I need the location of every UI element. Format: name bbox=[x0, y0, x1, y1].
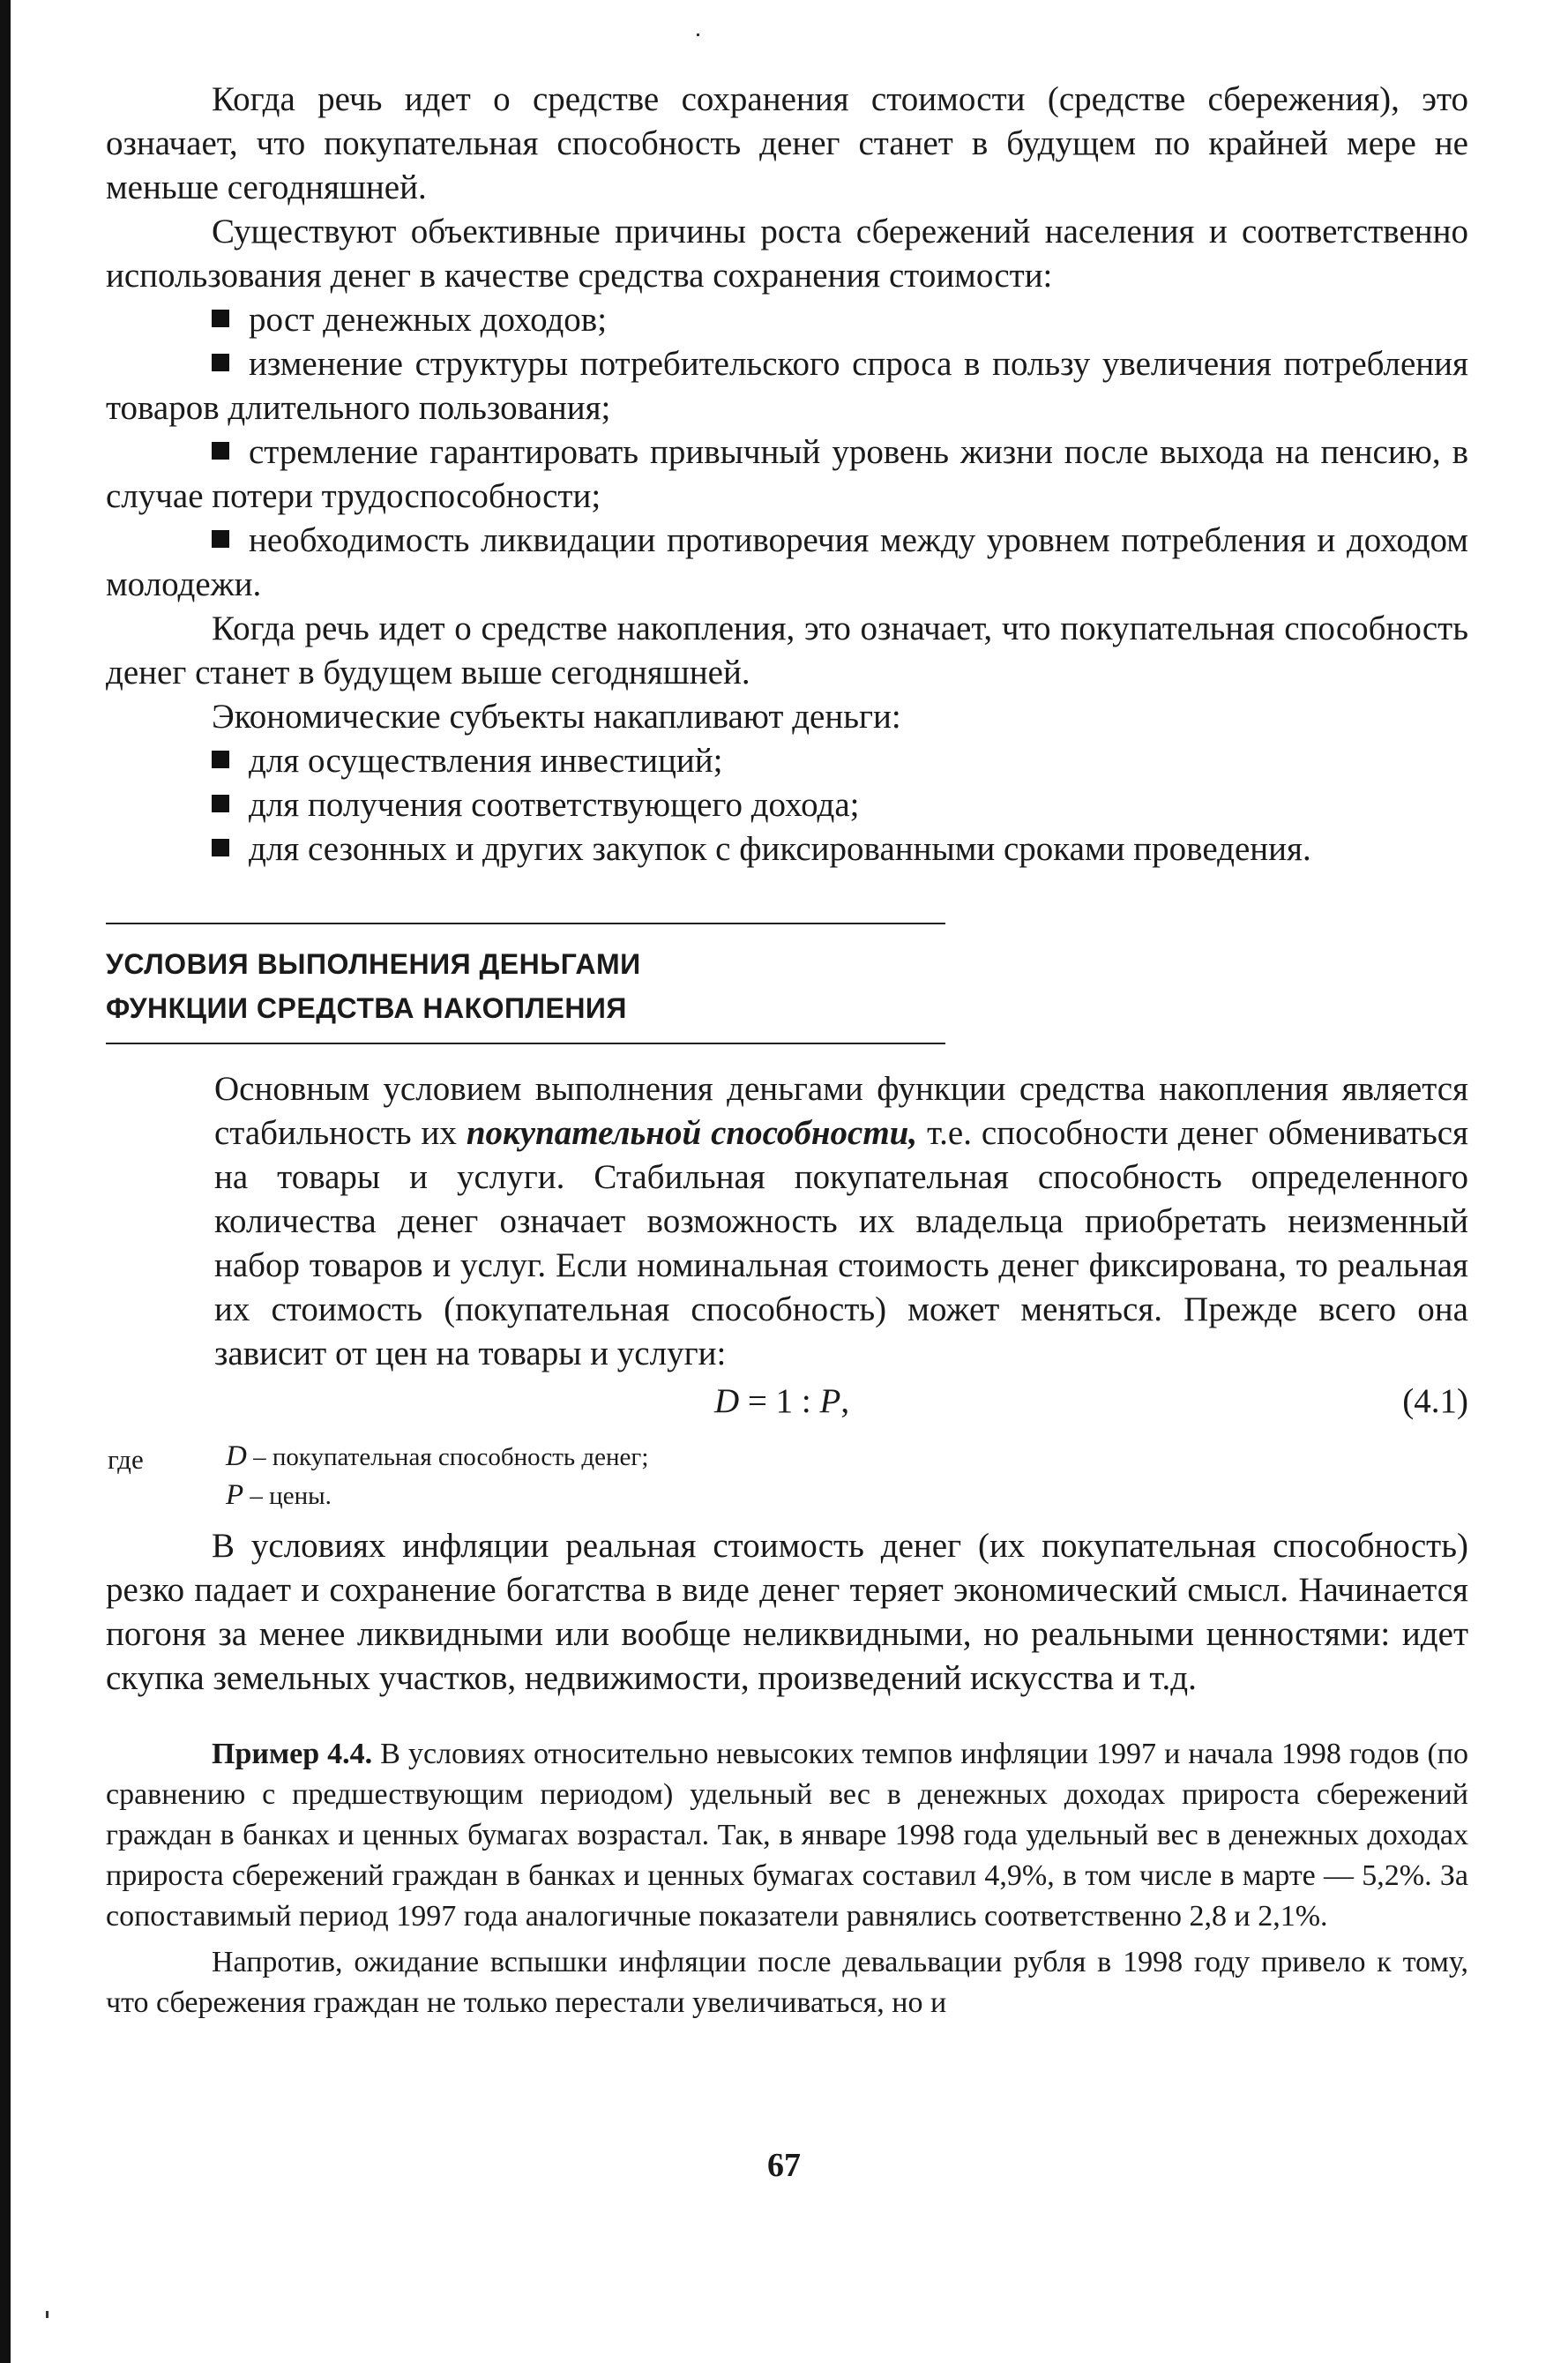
list-item-text: необходимость ликвидации противоречия между уровнем потребления и доходом молодежи. bbox=[106, 521, 1468, 603]
list-item-text: для получения соответствующего дохода; bbox=[249, 786, 860, 824]
legend-symbol: D bbox=[226, 1440, 247, 1472]
example-continuation: Напротив, ожидание вспышки инфляции после девальвации рубля в 1998 году привело к тому, что сбережения граждан не только перестали увеличиваться, но и bbox=[106, 1946, 1468, 2019]
page-content bbox=[106, 78, 1468, 2023]
formula-row bbox=[106, 1380, 1468, 1432]
legend-text: – покупательная способность денег; bbox=[246, 1443, 649, 1471]
legend-symbol: P bbox=[226, 1479, 244, 1511]
scan-edge-bar bbox=[0, 0, 11, 2363]
formula-rhs-var: P bbox=[819, 1382, 841, 1420]
section-heading-line-2: ФУНКЦИИ СРЕДСТВА НАКОПЛЕНИЯ bbox=[106, 992, 627, 1024]
paragraph-main-condition bbox=[214, 1067, 1468, 1376]
list-item bbox=[106, 519, 1468, 607]
formula-lhs: D bbox=[714, 1382, 740, 1420]
list-item bbox=[106, 739, 1468, 783]
legend-label: где bbox=[108, 1444, 144, 1475]
paragraph-inflation: В условиях инфляции реальная стоимость денег (их покупательная способность) резко падает и сохранение богатства в виде денег теряет экономический смысл. Начинается погоня за менее ликвидными или вообще неликвидными, но реальными ценностями: идет скупка земельных участков, недвижимости, произведений искусства и т.д. bbox=[106, 1527, 1468, 1697]
paragraph-savings-reasons-intro: Существуют объективные причины роста сбережений населения и соответственно использования денег в качестве средства сохранения стоимости: bbox=[106, 213, 1468, 295]
example-paragraph bbox=[106, 1734, 1468, 1937]
example-block bbox=[106, 1734, 1468, 2023]
bullet-square-icon bbox=[212, 530, 229, 548]
formula-legend bbox=[106, 1438, 1468, 1519]
formula bbox=[714, 1380, 849, 1424]
list-item-text: для сезонных и других закупок с фиксированными сроками проведения. bbox=[249, 830, 1311, 868]
paragraph-accumulation-definition: Когда речь идет о средстве накопления, это означает, что покупательная способность денег станет в будущем выше сегодняшней. bbox=[106, 609, 1468, 692]
example-label: Пример 4.4. bbox=[212, 1738, 373, 1770]
main-text-before: Основным условием выполнения деньгами функции средства накопления является стабильность их bbox=[214, 1070, 1468, 1152]
main-text-after: т.е. способности денег обмениваться на товары и услуги. Стабильная покупательная способность определенного количества денег означает возможность их владельца приобретать неизменный набор товаров и услуг. Если номинальная стоимость денег фиксирована, то реальная их стоимость (покупательная способность) может меняться. Прежде всего она зависит от цен на товары и услуги: bbox=[214, 1114, 1468, 1372]
example-text: В условиях относительно невысоких темпов инфляции 1997 и начала 1998 годов (по сравнению с предшествующим периодом) удельный вес в денежных доходах прироста сбережений граждан в банках и ценных бумагах возрастал. Так, в январе 1998 года удельный вес в денежных доходах прироста сбережений граждан в банках и ценных бумагах составил 4,9%, в том числе в марте — 5,2%. За сопоставимый период 1997 года аналогичные показатели равнялись соответственно 2,8 и 2,1%. bbox=[106, 1738, 1468, 1933]
section-heading bbox=[106, 923, 945, 1044]
list-item-text: рост денежных доходов; bbox=[249, 301, 608, 339]
bullet-square-icon bbox=[212, 839, 229, 856]
list-item-text: для осуществления инвестиций; bbox=[249, 742, 723, 780]
formula-number: (4.1) bbox=[1402, 1382, 1468, 1420]
main-text-emphasis: покупательной способности, bbox=[466, 1114, 918, 1152]
list-item bbox=[106, 430, 1468, 519]
formula-tail: , bbox=[840, 1382, 850, 1420]
legend-item bbox=[226, 1438, 648, 1476]
list-item bbox=[106, 827, 1468, 871]
bullet-square-icon bbox=[212, 442, 229, 460]
page-number: 67 bbox=[767, 2147, 801, 2184]
bullet-square-icon bbox=[212, 310, 229, 327]
bullet-square-icon bbox=[212, 751, 229, 768]
reasons-list bbox=[106, 298, 1468, 607]
list-item-text: стремление гарантировать привычный уровень жизни после выхода на пенсию, в случае потери трудоспособности; bbox=[106, 433, 1468, 515]
list-item bbox=[106, 342, 1468, 430]
main-indented-block bbox=[214, 1067, 1468, 1376]
scan-speck bbox=[46, 2311, 49, 2318]
legend-item bbox=[226, 1477, 332, 1514]
legend-text: – цены. bbox=[243, 1482, 332, 1510]
accumulation-purposes-list bbox=[106, 739, 1468, 871]
bullet-square-icon bbox=[212, 354, 229, 371]
scan-speck bbox=[697, 34, 699, 36]
section-heading-line-1: УСЛОВИЯ ВЫПОЛНЕНИЯ ДЕНЬГАМИ bbox=[106, 948, 641, 980]
bullet-square-icon bbox=[212, 795, 229, 812]
list-item bbox=[106, 783, 1468, 827]
list-item-text: изменение структуры потребительского спроса в пользу увеличения потребления товаров длительного пользования; bbox=[106, 345, 1468, 427]
formula-rhs-text: = 1 : bbox=[739, 1382, 820, 1420]
paragraph-accumulation-intro: Экономические субъекты накапливают деньги: bbox=[212, 698, 901, 736]
list-item bbox=[106, 298, 1468, 342]
paragraph-preservation-definition: Когда речь идет о средстве сохранения стоимости (средстве сбережения), это означает, что покупательная способность денег станет в будущем по крайней мере не меньше сегодняшней. bbox=[106, 80, 1468, 206]
